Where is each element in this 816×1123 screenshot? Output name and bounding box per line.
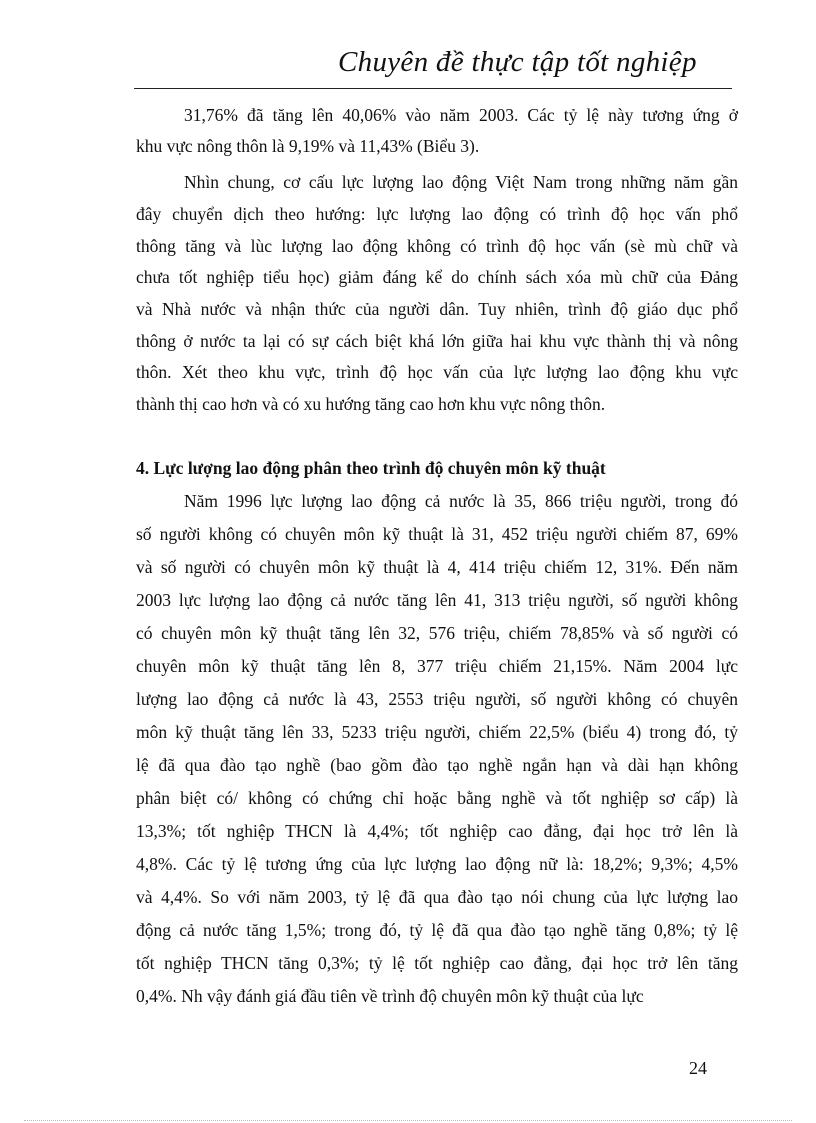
paragraph-2-line-8: thành thị cao hơn và có xu hướng tăng cao hơn khu vực nông thôn. (136, 394, 606, 414)
paragraph-2-line-5: và Nhà nước và nhận thức của người dân. Tuy nhiên, trình độ giáo dục phổ (136, 299, 738, 319)
paragraph-2-line-2: đây chuyển dịch theo hướng: lực lượng lao động có trình độ học vấn phổ (136, 204, 738, 224)
section-4-line-5: có chuyên môn kỹ thuật tăng lên 32, 576 triệu, chiếm 78,85% và số người có (136, 623, 738, 643)
section-4-line-7: lượng lao động cả nước là 43, 2553 triệu người, số người không có chuyên (136, 689, 738, 709)
paragraph-2-line-1: Nhìn chung, cơ cấu lực lượng lao động Việt Nam trong những năm gần (184, 172, 738, 192)
section-4-line-3: và số người có chuyên môn kỹ thuật là 4, 414 triệu chiếm 12, 31%. Đến năm (136, 557, 738, 577)
paragraph-2-line-7: thôn. Xét theo khu vực, trình độ học vấn của lực lượng lao động khu vực (136, 362, 738, 382)
section-4-heading: 4. Lực lượng lao động phân theo trình độ chuyên môn kỹ thuật (136, 458, 606, 478)
section-4-line-6: chuyên môn kỹ thuật tăng lên 8, 377 triệu chiếm 21,15%. Năm 2004 lực (136, 656, 738, 676)
section-4-line-4: 2003 lực lượng lao động cả nước tăng lên 41, 313 triệu người, số người không (136, 590, 738, 610)
paragraph-1-line-2: khu vực nông thôn là 9,19% và 11,43% (Biểu 3). (136, 136, 480, 156)
section-4-line-10: phân biệt có/ không có chứng chỉ hoặc bằng nghề và tốt nghiệp sơ cấp) là (136, 788, 738, 808)
section-4-line-16: 0,4%. Nh vậy đánh giá đầu tiên về trình độ chuyên môn kỹ thuật của lực (136, 986, 644, 1006)
paragraph-2-line-3: thông tăng và lùc lượng lao động không có trình độ học vấn (sè mù chữ và (136, 236, 738, 256)
section-4-line-12: 4,8%. Các tỷ lệ tương ứng của lực lượng lao động nữ là: 18,2%; 9,3%; 4,5% (136, 854, 738, 874)
section-4-line-11: 13,3%; tốt nghiệp THCN là 4,4%; tốt nghiệp cao đẳng, đại học trở lên là (136, 821, 738, 841)
section-4-line-1: Năm 1996 lực lượng lao động cả nước là 35, 866 triệu người, trong đó (184, 491, 738, 511)
page-bottom-border (24, 1120, 792, 1121)
section-4-line-14: động cả nước tăng 1,5%; trong đó, tỷ lệ đã qua đào tạo nghề tăng 0,8%; tỷ lệ (136, 920, 738, 940)
section-4-line-15: tốt nghiệp THCN tăng 0,3%; tỷ lệ tốt nghiệp cao đẳng, đại học trở lên tăng (136, 953, 738, 973)
header-rule (134, 88, 732, 89)
paragraph-1-line-1: 31,76% đã tăng lên 40,06% vào năm 2003. Các tỷ lệ này tương ứng ở (184, 105, 738, 125)
paragraph-2-line-6: thông ở nước ta lại có sự cách biệt khá lớn giữa hai khu vực thành thị và nông (136, 331, 738, 351)
running-header-title: Chuyên đề thực tập tốt nghiệp (338, 46, 697, 78)
section-4-line-9: lệ đã qua đào tạo nghề (bao gồm đào tạo nghề ngắn hạn và dài hạn không (136, 755, 738, 775)
paragraph-2-line-4: chưa tốt nghiệp tiểu học) giảm đáng kể do chính sách xóa mù chữ của Đảng (136, 267, 738, 287)
section-4-line-2: số người không có chuyên môn kỹ thuật là 31, 452 triệu người chiếm 87, 69% (136, 524, 738, 544)
page-number: 24 (689, 1058, 707, 1078)
section-4-line-13: và 4,4%. So với năm 2003, tỷ lệ đã qua đào tạo nói chung của lực lượng lao (136, 887, 738, 907)
section-4-line-8: môn kỹ thuật tăng lên 33, 5233 triệu người, chiếm 22,5% (biểu 4) trong đó, tỷ (136, 722, 738, 742)
